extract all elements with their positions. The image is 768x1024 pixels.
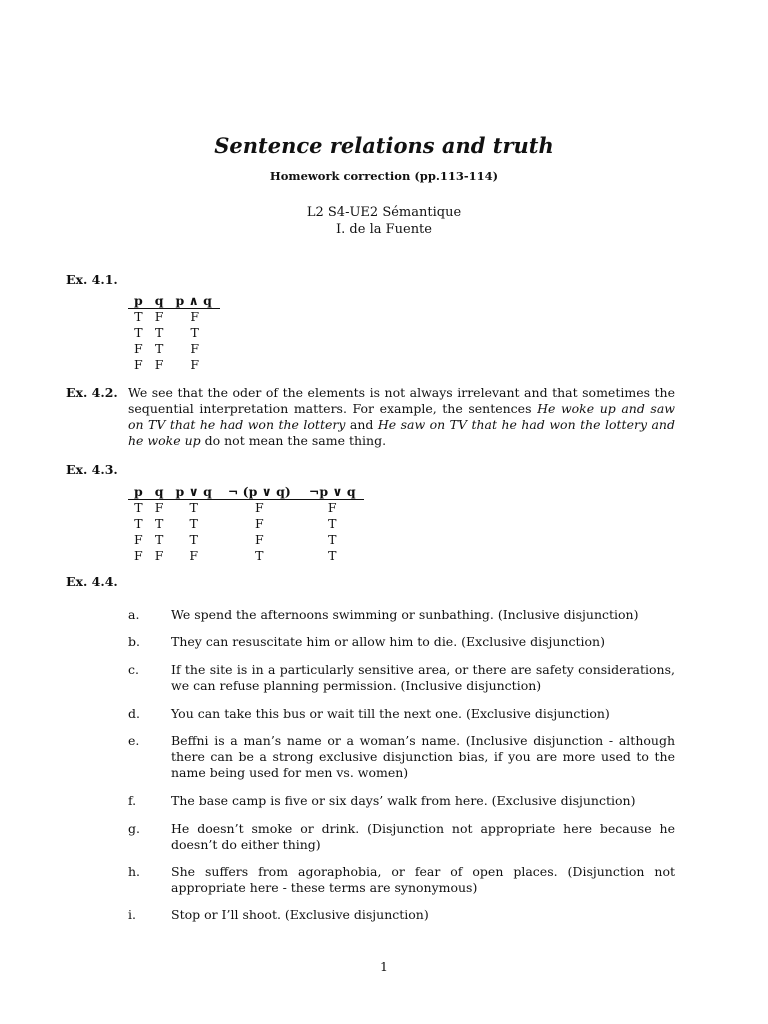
list-item-letter: h. — [128, 864, 141, 879]
ex-4-2-label: Ex. 4.2. — [66, 385, 118, 400]
table-header-row — [128, 293, 220, 309]
list-item-letter: d. — [128, 706, 140, 721]
table-cell: F — [154, 357, 164, 372]
table-row — [128, 341, 220, 357]
list-item-letter: a. — [128, 607, 140, 622]
table-cell: T — [154, 325, 164, 340]
table-cell: T — [189, 500, 198, 515]
table-cell: F — [154, 500, 164, 515]
table-cell: T — [154, 516, 164, 531]
table-cell: F — [190, 341, 200, 356]
list-item-letter: f. — [128, 793, 137, 808]
table-header: p ∨ q — [170, 484, 218, 500]
list-item: We spend the afternoons swimming or sunbathing. (Inclusive disjunction) — [171, 607, 639, 622]
list-item-letter: e. — [128, 733, 140, 748]
list-item: Stop or I’ll shoot. (Exclusive disjunction) — [171, 907, 429, 922]
list-item: The base camp is five or six days’ walk from here. (Exclusive disjunction) — [171, 793, 636, 808]
list-item: They can resuscitate him or allow him to die. (Exclusive disjunction) — [171, 634, 605, 649]
table-cell: F — [255, 516, 264, 531]
course-name: L2 S4-UE2 Sémantique — [306, 205, 462, 220]
table-cell: T — [328, 516, 337, 531]
table-header: p ∧ q — [170, 293, 220, 309]
paragraph-text: We see that the oder of the elements is not always irrelevant and that sometimes the sequential interpretation matters. For example, the sentences — [128, 385, 675, 416]
page-number: 1 — [380, 959, 388, 974]
table-cell: T — [134, 325, 143, 340]
table-cell: F — [327, 500, 337, 515]
table-cell: F — [190, 309, 200, 324]
table-row — [128, 516, 364, 532]
table-cell: T — [154, 532, 164, 547]
table-row — [128, 532, 364, 548]
table-header: q — [149, 293, 170, 309]
table-row — [128, 500, 364, 517]
table-cell: F — [154, 309, 164, 324]
example-sentence: He woke up and saw on TV that he had won the lottery — [128, 401, 675, 432]
truth-table-4-1 — [128, 293, 220, 373]
table-row — [128, 357, 220, 373]
table-cell: T — [190, 325, 199, 340]
table-header: ¬ (p ∨ q) — [218, 484, 301, 500]
example-sentence: He saw on TV that he had won the lottery and he woke up — [128, 417, 675, 448]
table-header: p — [128, 484, 149, 500]
table-cell: F — [154, 548, 164, 563]
list-item-letter: i. — [128, 907, 136, 922]
document-subtitle: Homework correction (pp.113-114) — [269, 169, 499, 183]
table-cell: T — [328, 532, 337, 547]
table-cell: F — [134, 341, 143, 356]
table-cell: T — [134, 500, 143, 515]
table-cell: F — [134, 357, 143, 372]
table-cell: T — [134, 516, 143, 531]
ex-4-3-label: Ex. 4.3. — [66, 462, 118, 477]
truth-table-4-3 — [128, 484, 364, 564]
ex-4-2-paragraph — [128, 385, 675, 449]
table-cell: F — [255, 532, 264, 547]
table-cell: T — [154, 341, 164, 356]
ex-4-4-label: Ex. 4.4. — [66, 574, 118, 589]
list-item: She suffers from agoraphobia, or fear of open places. (Disjunction not appropriate here - these terms are synonymous) — [171, 864, 675, 895]
table-cell: F — [134, 548, 143, 563]
table-row — [128, 309, 220, 326]
list-item: He doesn’t smoke or drink. (Disjunction not appropriate here because he doesn’t do either thing) — [171, 821, 675, 852]
table-cell: F — [189, 548, 199, 563]
table-row — [128, 548, 364, 564]
list-item-letter: b. — [128, 634, 140, 649]
table-cell: F — [134, 532, 143, 547]
list-item-letter: g. — [128, 821, 140, 836]
table-header: p — [128, 293, 149, 309]
table-cell: F — [190, 357, 200, 372]
list-item: If the site is in a particularly sensitive area, or there are safety considerations, we can refuse planning permission. (Inclusive disjunction) — [171, 662, 675, 693]
list-item: You can take this bus or wait till the next one. (Exclusive disjunction) — [171, 706, 610, 721]
table-cell: T — [189, 532, 198, 547]
list-item-letter: c. — [128, 662, 139, 677]
author-name: I. de la Fuente — [336, 222, 432, 237]
table-cell: F — [255, 500, 264, 515]
ex-4-1-label: Ex. 4.1. — [66, 272, 118, 287]
table-cell: T — [328, 548, 337, 563]
paragraph-text: and — [345, 417, 378, 432]
table-cell: T — [134, 309, 143, 324]
paragraph-text: do not mean the same thing. — [200, 433, 387, 448]
table-row — [128, 325, 220, 341]
table-header: q — [149, 484, 170, 500]
document-title: Sentence relations and truth — [214, 133, 554, 158]
table-header: ¬p ∨ q — [301, 484, 364, 500]
table-header-row — [128, 484, 364, 500]
table-cell: T — [189, 516, 198, 531]
table-cell: T — [255, 548, 264, 563]
list-item: Beffni is a man’s name or a woman’s name. (Inclusive disjunction - although there can be a strong exclusive disjunction bias, if you are more used to the name being used for men vs. women) — [171, 733, 675, 780]
